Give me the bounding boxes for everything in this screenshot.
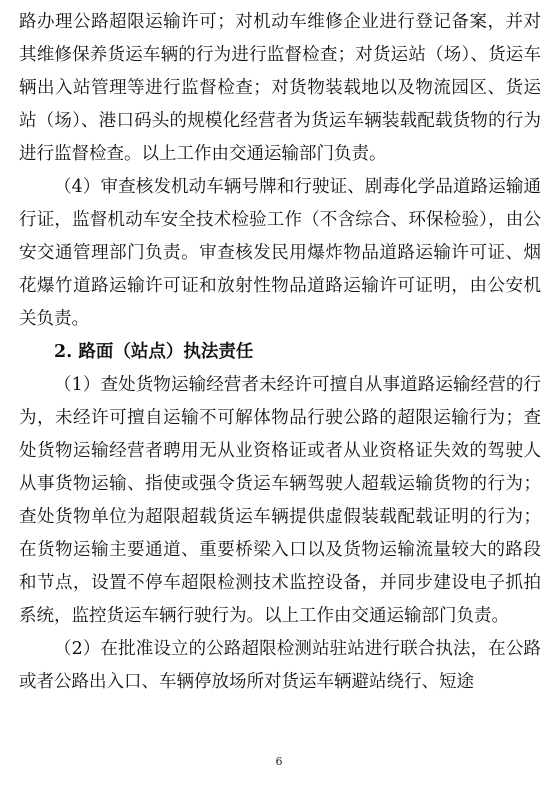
section-heading-road-enforcement: 2. 路面（站点）执法责任 <box>54 342 254 362</box>
paragraph-item-1: （1）查处货物运输经营者未经许可擅自从事道路运输经营的行为，未经许可擅自运输不可解体物品行驶公路的超限运输行为；查处货物运输经营者聘用无从业资格证或者从业资格证失效的驾驶人从事货物运输、指使或强令货运车辆驾驶人超载运输货物的行为；查处货物单位为超限超载货运车辆提供虚假装载配载证明的行为；在货物运输主要通道、重要桥梁入口以及货物运输流量较大的路段和节点，设置不停车超限检测技术监控设备，并同步建设电子抓拍系统，监控货运车辆行驶行为。以上工作由交通运输部门负责。 <box>19 375 541 626</box>
paragraph-item-2: （2）在批准设立的公路超限检测站驻站进行联合执法，在公路或者公路出入口、车辆停放场所对货运车辆避站绕行、短途 <box>19 639 541 692</box>
document-body <box>19 6 541 699</box>
paragraph-item-4: （4）审查核发机动车辆号牌和行驶证、剧毒化学品道路运输通行证，监督机动车安全技术检验工作（不含综合、环保检验），由公安交通管理部门负责。审查核发民用爆炸物品道路运输许可证、烟花爆竹道路运输许可证和放射性物品道路运输许可证明，由公安机关负责。 <box>19 177 541 329</box>
page-number: 6 <box>275 755 283 768</box>
paragraph-continuation: 路办理公路超限运输许可；对机动车维修企业进行登记备案，并对其维修保养货运车辆的行为进行监督检查；对货运站（场）、货运车辆出入站管理等进行监督检查；对货物装载地以及物流园区、货运站（场）、港口码头的规模化经营者为货运车辆装载配载货物的行为进行监督检查。以上工作由交通运输部门负责。 <box>19 12 541 164</box>
